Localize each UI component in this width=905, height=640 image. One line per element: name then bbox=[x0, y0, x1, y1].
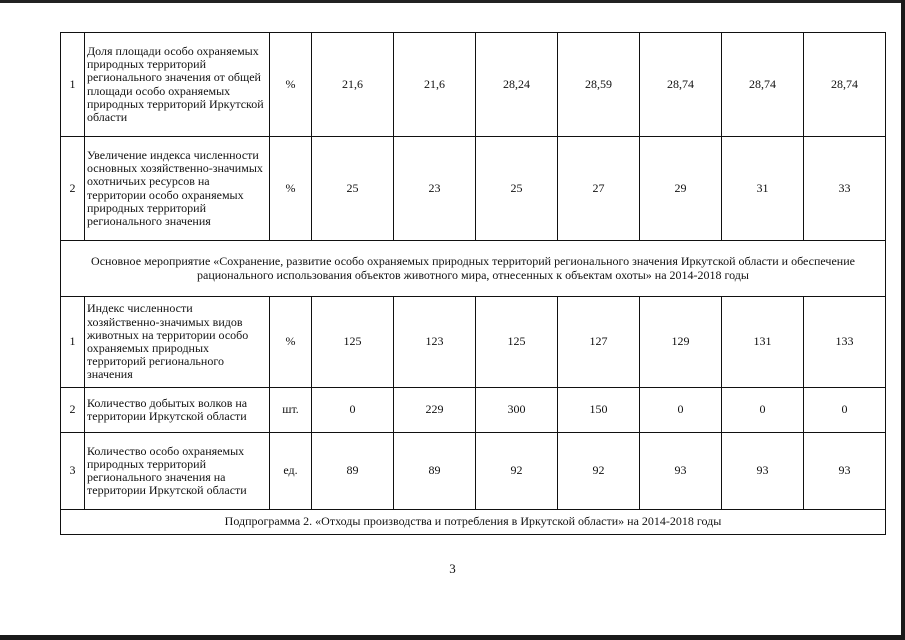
value-cell: 28,74 bbox=[804, 33, 886, 137]
unit-cell: % bbox=[270, 137, 312, 241]
value-cell: 133 bbox=[804, 297, 886, 388]
value-cell: 29 bbox=[640, 137, 722, 241]
value-cell: 89 bbox=[394, 433, 476, 510]
unit-cell: % bbox=[270, 297, 312, 388]
value-cell: 123 bbox=[394, 297, 476, 388]
value-cell: 0 bbox=[640, 388, 722, 433]
value-cell: 27 bbox=[558, 137, 640, 241]
indicator-name: Индекс численности хозяйственно-значимых видов животных на территории особо охраняемых природных территорий регионального значения bbox=[85, 297, 270, 388]
value-cell: 92 bbox=[558, 433, 640, 510]
value-cell: 125 bbox=[312, 297, 394, 388]
unit-cell: шт. bbox=[270, 388, 312, 433]
value-cell: 131 bbox=[722, 297, 804, 388]
value-cell: 300 bbox=[476, 388, 558, 433]
value-cell: 125 bbox=[476, 297, 558, 388]
row-number: 3 bbox=[61, 433, 85, 510]
row-number: 2 bbox=[61, 137, 85, 241]
table-row bbox=[61, 33, 886, 137]
value-cell: 28,59 bbox=[558, 33, 640, 137]
value-cell: 93 bbox=[722, 433, 804, 510]
value-cell: 31 bbox=[722, 137, 804, 241]
value-cell: 25 bbox=[476, 137, 558, 241]
value-cell: 150 bbox=[558, 388, 640, 433]
value-cell: 0 bbox=[804, 388, 886, 433]
value-cell: 21,6 bbox=[394, 33, 476, 137]
value-cell: 23 bbox=[394, 137, 476, 241]
page-number: 3 bbox=[449, 561, 456, 576]
section-title: Основное мероприятие «Сохранение, развитие особо охраняемых природных территорий регионального значения Иркутской области и обеспечение рационального использования объектов животного мира, отнесенных к объектам охоты» на 2014-2018 годы bbox=[61, 241, 886, 297]
indicator-name: Увеличение индекса численности основных хозяйственно-значимых охотничьих ресурсов на территории особо охраняемых природных территорий регионального значения bbox=[85, 137, 270, 241]
value-cell: 0 bbox=[722, 388, 804, 433]
unit-cell: % bbox=[270, 33, 312, 137]
value-cell: 89 bbox=[312, 433, 394, 510]
row-number: 1 bbox=[61, 33, 85, 137]
table-row bbox=[61, 388, 886, 433]
value-cell: 0 bbox=[312, 388, 394, 433]
value-cell: 93 bbox=[804, 433, 886, 510]
scan-edge-top bbox=[0, 0, 905, 3]
row-number: 2 bbox=[61, 388, 85, 433]
table-row bbox=[61, 297, 886, 388]
unit-cell: ед. bbox=[270, 433, 312, 510]
subprogram-row bbox=[61, 510, 886, 535]
scan-edge-right bbox=[901, 0, 905, 640]
scan-edge-bottom bbox=[0, 635, 905, 640]
value-cell: 92 bbox=[476, 433, 558, 510]
value-cell: 28,74 bbox=[722, 33, 804, 137]
indicator-name: Количество особо охраняемых природных территорий регионального значения на территории Иркутской области bbox=[85, 433, 270, 510]
value-cell: 127 bbox=[558, 297, 640, 388]
indicators-table bbox=[60, 32, 886, 535]
indicator-name: Доля площади особо охраняемых природных территорий регионального значения от общей площади особо охраняемых природных территорий Иркутской области bbox=[85, 33, 270, 137]
value-cell: 28,74 bbox=[640, 33, 722, 137]
value-cell: 28,24 bbox=[476, 33, 558, 137]
value-cell: 129 bbox=[640, 297, 722, 388]
row-number: 1 bbox=[61, 297, 85, 388]
value-cell: 21,6 bbox=[312, 33, 394, 137]
table-row bbox=[61, 433, 886, 510]
subprogram-title: Подпрограмма 2. «Отходы производства и потребления в Иркутской области» на 2014-2018 годы bbox=[61, 510, 886, 535]
value-cell: 93 bbox=[640, 433, 722, 510]
value-cell: 229 bbox=[394, 388, 476, 433]
value-cell: 25 bbox=[312, 137, 394, 241]
table-row bbox=[61, 137, 886, 241]
indicator-name: Количество добытых волков на территории Иркутской области bbox=[85, 388, 270, 433]
section-row bbox=[61, 241, 886, 297]
value-cell: 33 bbox=[804, 137, 886, 241]
